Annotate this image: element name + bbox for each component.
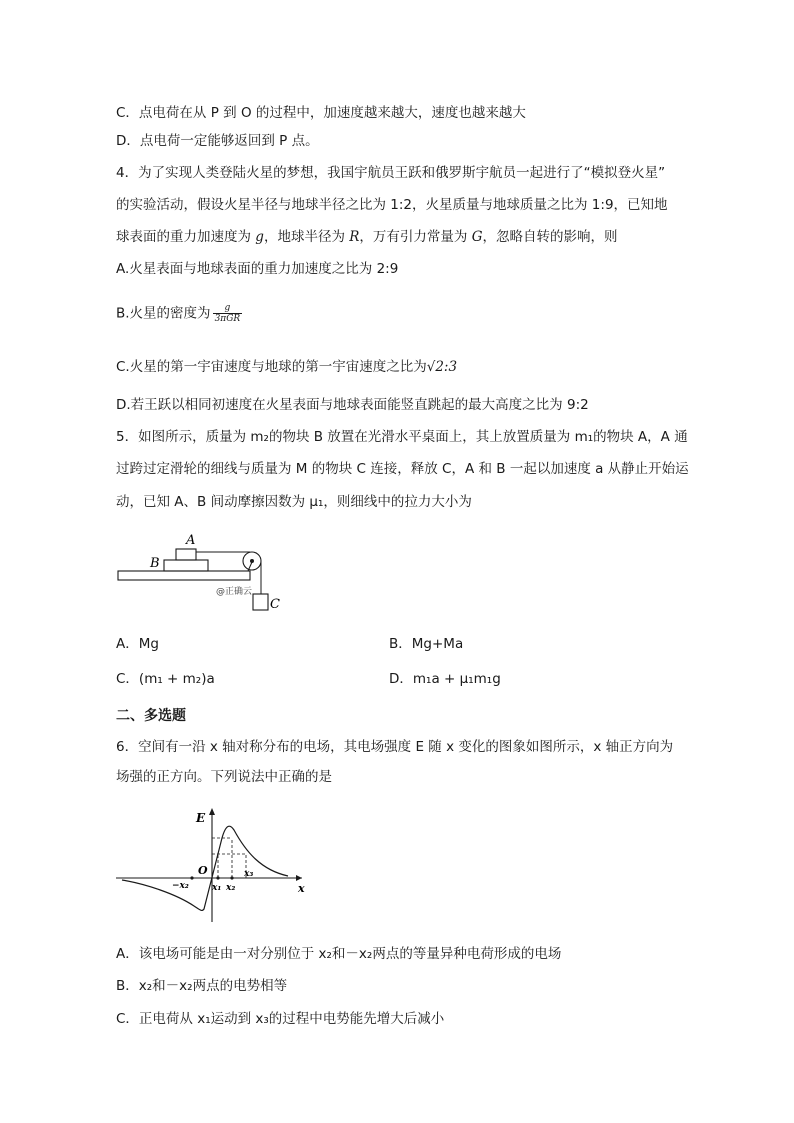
q5-figure-pulley [112, 528, 284, 624]
label-a: A [186, 533, 196, 548]
point-x2 [230, 876, 233, 879]
q6-stem-line2: 场强的正方向。下列说法中正确的是 [116, 769, 332, 785]
q4-stem3-d: ，忽略自转的影响，则 [482, 229, 618, 245]
label-x2: x₂ [226, 883, 236, 893]
q4-stem3-b: ，地球半径为 [263, 229, 350, 245]
block-b [164, 560, 208, 571]
q4-fraction-numerator: g [213, 303, 243, 314]
q6-stem-line1: 6．空间有一沿 x 轴对称分布的电场，其电场强度 E 随 x 变化的图象如图所示，x 轴正方向为 [116, 739, 674, 755]
block-a [176, 549, 196, 560]
q4-stem-line1: 4．为了实现人类登陆火星的梦想，我国宇航员王跃和俄罗斯宇航员一起进行了“模拟登火星” [116, 165, 666, 181]
q5-option-b: B．Mg+Ma [389, 636, 464, 652]
label-x3: x₃ [244, 869, 254, 879]
q5-option-a: A．Mg [116, 636, 159, 652]
e-axis-arrow [209, 808, 215, 815]
q4-symbol-r: R [349, 229, 360, 245]
q4-stem-line3 [116, 227, 618, 247]
q4-density-fraction [213, 303, 243, 324]
q4-symbol-g: g [255, 229, 264, 245]
q4-option-c [116, 357, 457, 377]
label-e: E [196, 811, 206, 825]
q4-symbol-gconst: G [471, 229, 483, 245]
q6-e-field-graph [116, 804, 312, 924]
q5-option-d: D．m₁a + μ₁m₁g [389, 671, 501, 687]
q4-fraction-denominator: 3πGR [214, 314, 241, 324]
label-neg-x2: −x₂ [172, 881, 189, 891]
table-top [118, 571, 250, 580]
q6-option-b: B．x₂和－x₂两点的电势相等 [116, 978, 288, 994]
label-b: B [150, 556, 160, 571]
point-neg-x2 [190, 876, 193, 879]
q4-stem3-a: 球表面的重力加速度为 [116, 229, 256, 245]
point-x1 [216, 876, 219, 879]
pulley-axle [250, 559, 254, 563]
section-heading-multiple-choice: 二、多选题 [116, 708, 186, 724]
watermark: @正确云 [216, 587, 253, 597]
q4-option-d: D.若王跃以相同初速度在火星表面与地球表面能竖直跳起的最大高度之比为 9:2 [116, 397, 589, 413]
label-x1: x₁ [212, 883, 222, 893]
q4-stem3-c: ，万有引力常量为 [359, 229, 472, 245]
q3-option-d: D．点电荷一定能够返回到 P 点。 [116, 133, 319, 149]
x-axis-arrow [296, 875, 302, 881]
q4-option-c-text: C.火星的第一宇宙速度与地球的第一宇宙速度之比为 [116, 359, 427, 375]
q6-option-a: A．该电场可能是由一对分别位于 x₂和－x₂两点的等量异种电荷形成的电场 [116, 946, 562, 962]
q3-option-c: C．点电荷在从 P 到 O 的过程中，加速度越来越大，速度也越来越大 [116, 105, 526, 121]
q5-stem-line3: 动，已知 A、B 间动摩擦因数为 μ₁，则细线中的拉力大小为 [116, 494, 472, 510]
block-c [253, 594, 268, 610]
q6-option-c: C．正电荷从 x₁运动到 x₃的过程中电势能先增大后减小 [116, 1011, 445, 1027]
label-o: O [198, 864, 208, 877]
q4-stem-line2: 的实验活动，假设火星半径与地球半径之比为 1:2，火星质量与地球质量之比为 1:9，已知地 [116, 197, 668, 213]
q5-option-c: C．(m₁ + m₂)a [116, 671, 215, 687]
q4-option-b [116, 303, 242, 324]
q4-option-c-value: √2:3 [426, 359, 458, 375]
q5-stem-line2: 过跨过定滑轮的细线与质量为 M 的物块 C 连接，释放 C，A 和 B 一起以加速度 a 从静止开始运 [116, 461, 689, 477]
q5-stem-line1: 5．如图所示，质量为 m₂的物块 B 放置在光滑水平桌面上，其上放置质量为 m₁的物块 A，A 通 [116, 429, 688, 445]
label-c: C [270, 597, 280, 612]
q4-option-a: A.火星表面与地球表面的重力加速度之比为 2:9 [116, 261, 399, 277]
q4-option-b-text: B.火星的密度为 [116, 305, 211, 322]
label-x: x [298, 882, 305, 895]
